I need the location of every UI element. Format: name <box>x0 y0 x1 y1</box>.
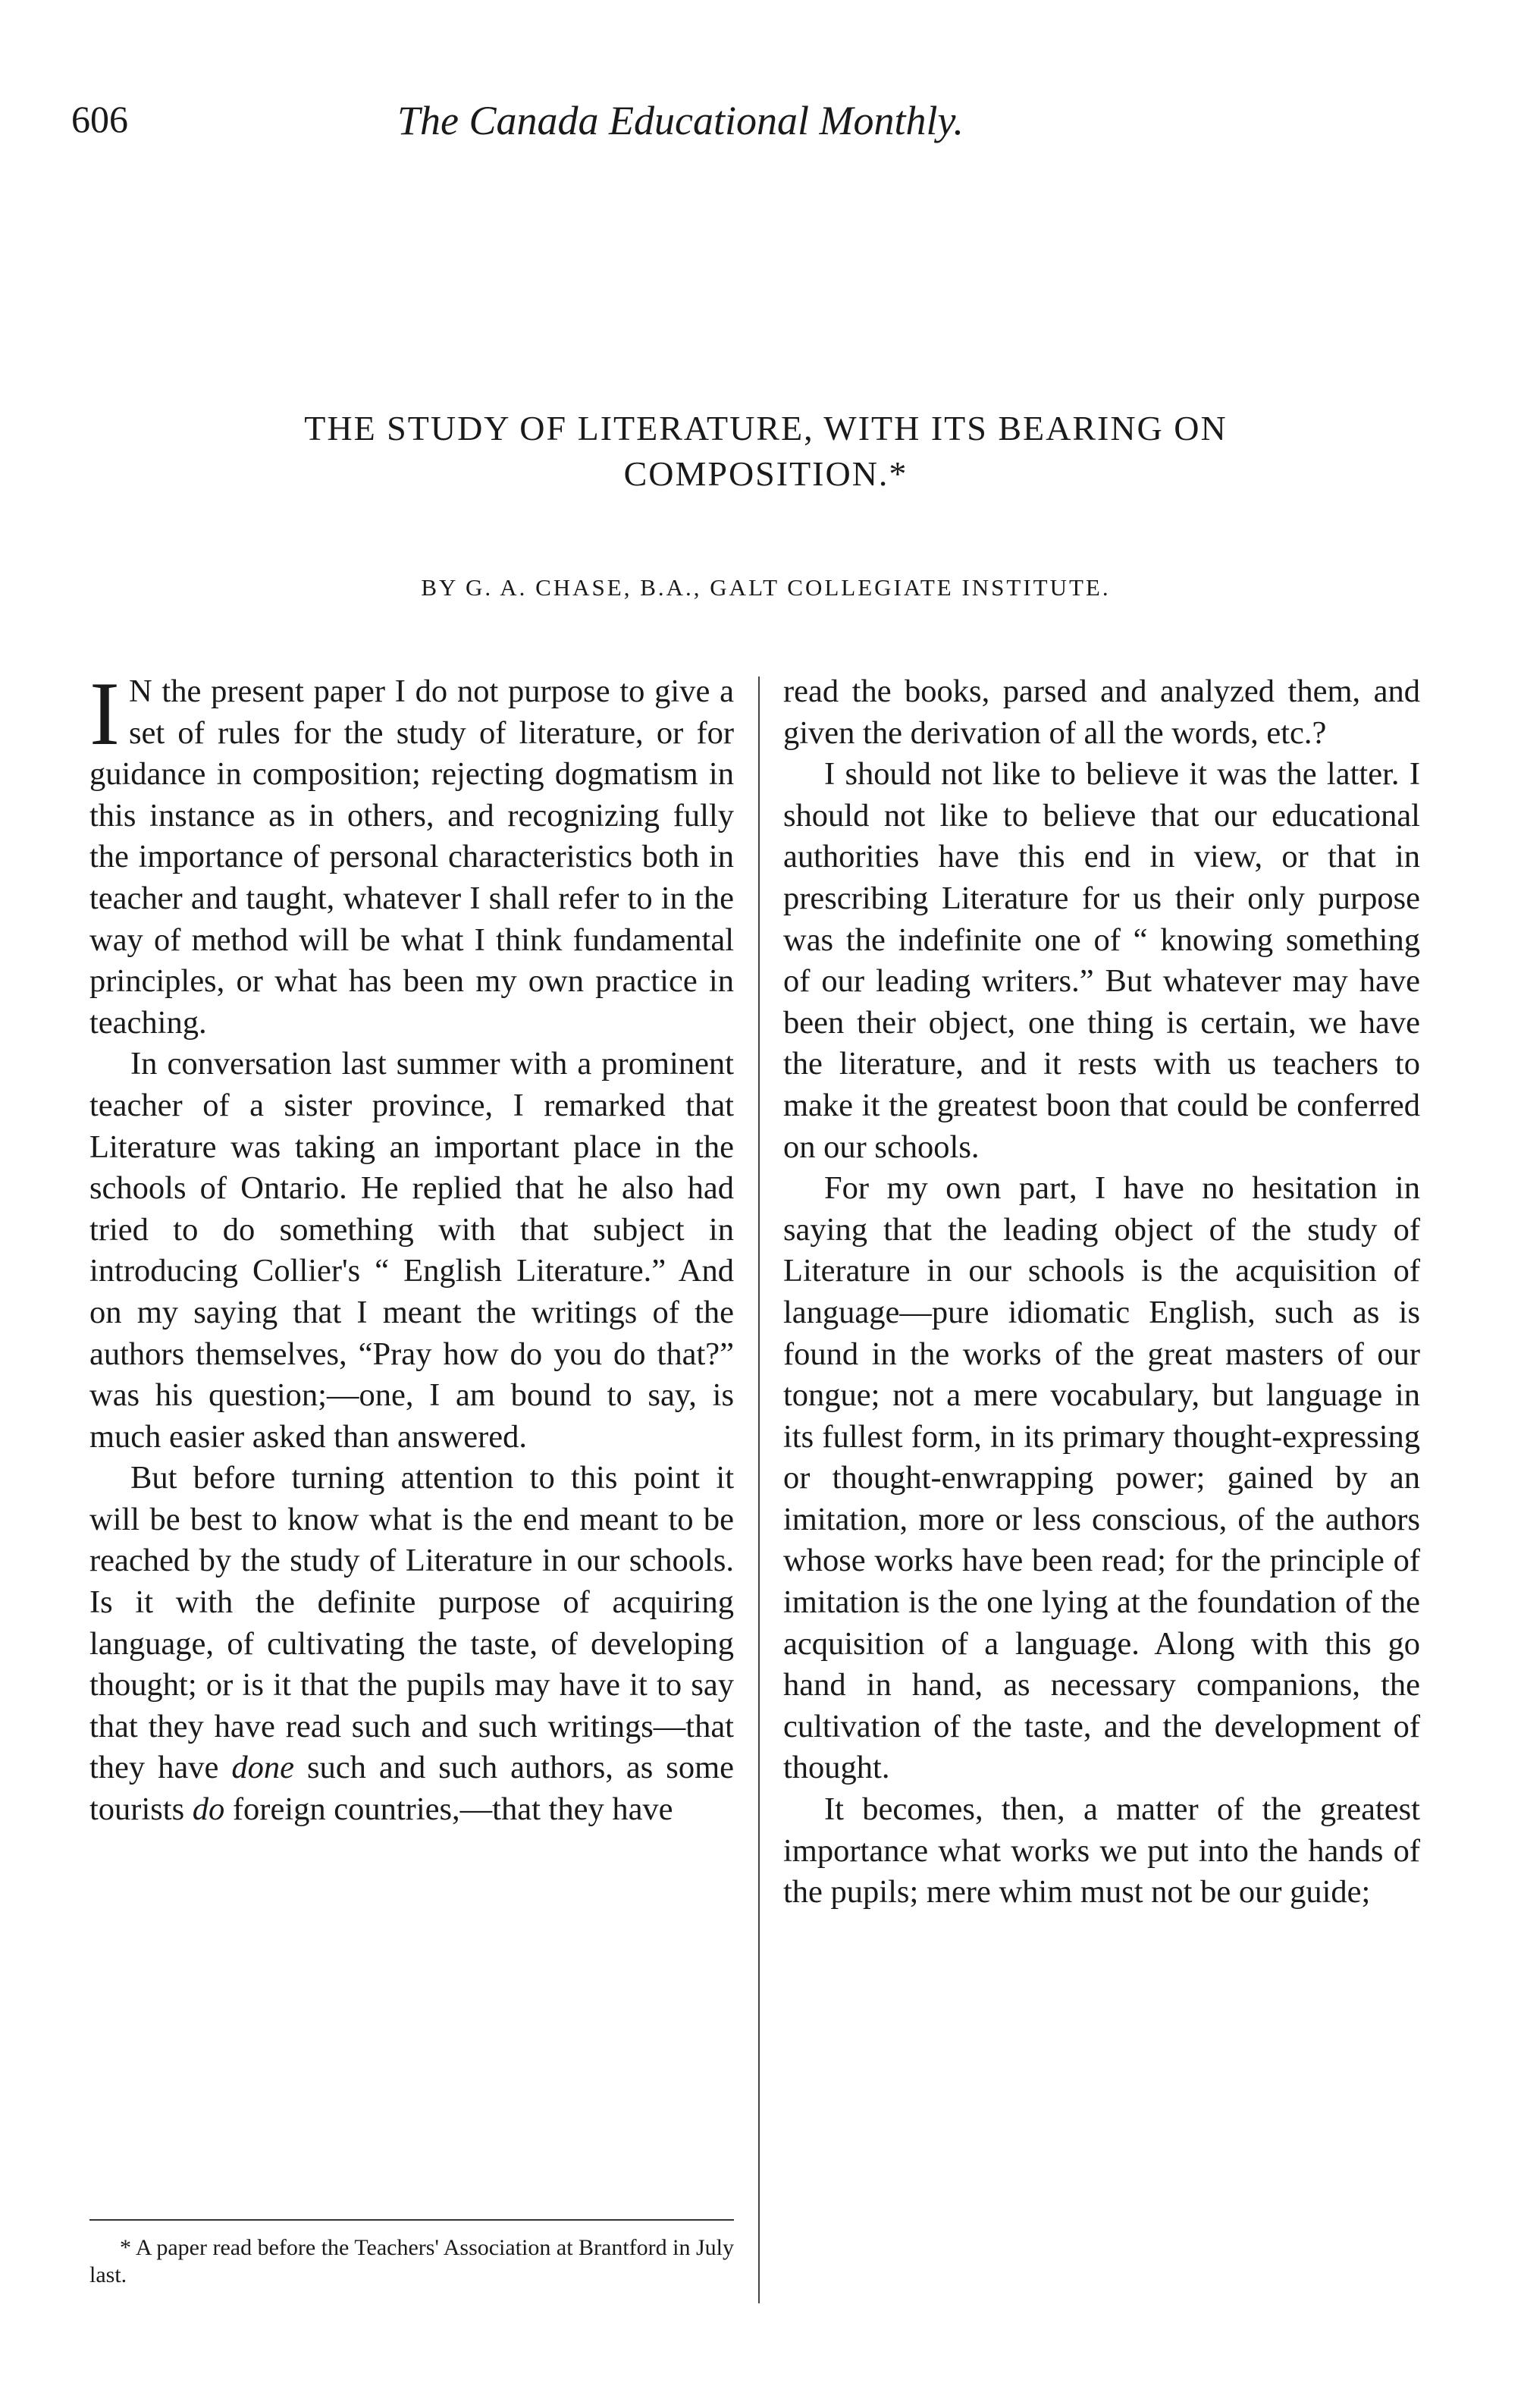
footnote-rule <box>89 2219 734 2221</box>
page-number: 606 <box>71 98 128 140</box>
drop-cap: I <box>89 663 120 764</box>
left-column <box>89 663 734 1831</box>
byline: BY G. A. CHASE, B.A., GALT COLLEGIATE INSTITUTE. <box>421 574 1111 601</box>
page-header <box>71 97 1428 158</box>
paragraph-4: I should not like to believe it was the latter. I should not like to believe that our educational authorities have this end in view, or that in prescribing Literature for us their only purpose was the indefinite one of “ knowing something of our leading writers.” But whatever may have been their object, one thing is certain, we have the literature, and it rests with us teachers to make it the greatest boon that could be conferred on our schools. <box>783 756 1420 1165</box>
emphasis-do: do <box>192 1791 225 1828</box>
emphasis-done: done <box>231 1750 295 1786</box>
column-divider <box>758 677 760 2303</box>
footnote-text: * A paper read before the Teachers' Association at Brantford in July last. <box>89 2235 734 2287</box>
paragraph-1 <box>89 663 734 1044</box>
paragraph-3 <box>89 1458 734 1830</box>
paragraph-2: In conversation last summer with a prominent teacher of a sister province, I remarked that Literature was taking an important place in the schools of Ontario. He replied that he also had tried to do something with that subject in introducing Collier's “ English Literature.” And on my saying that I meant the writings of the authors themselves, “Pray how do you do that?” was his question;—one, I am bound to say, is much easier asked than answered. <box>89 1046 734 1455</box>
paragraph-5: For my own part, I have no hesitation in saying that the leading object of the study of Literature in our schools is the acquisition of language—pure idiomatic English, such as is found in the works of the great masters of our tongue; not a mere vocabulary, but language in its fullest form, in its primary thought-expressing or thought-enwrapping power; gained by an imitation, more or less conscious, of the authors whose works have been read; for the principle of imitation is the one lying at the foundation of the acquisition of a language. Along with this go hand in hand, as necessary companions, the cultivation of the taste, and the development of thought. <box>783 1170 1420 1786</box>
article-title-line-1: THE STUDY OF LITERATURE, WITH ITS BEARING ON <box>304 409 1228 447</box>
paragraph-3-continued: read the books, parsed and analyzed them, and given the derivation of all the words, etc.? <box>783 673 1420 751</box>
paragraph-3-text-a: But before turning attention to this point it will be best to know what is the end meant to be reached by the study of Literature in our schools. Is it with the definite purpose of acquiring language, of cultivating the taste, of developing thought; or is it that the pupils may have it to say that they have read such and such writings—that they have <box>89 1460 734 1786</box>
paragraph-6: It becomes, then, a matter of the greatest importance what works we put into the hands of the pupils; mere whim must not be our guide; <box>783 1791 1420 1910</box>
running-head: The Canada Educational Monthly. <box>397 98 964 143</box>
article-title-line-2: COMPOSITION.* <box>623 454 908 493</box>
paragraph-1-text: N the present paper I do not purpose to give a set of rules for the study of literature, or for guidance in composition; rejecting dogmatism in this instance as in others, and recognizing fully the importance of personal characteristics both in teacher and taught, whatever I shall refer to in the way of method will be what I think fundamental principles, or what has been my own practice in teaching. <box>89 673 734 1041</box>
right-column <box>783 671 1420 1914</box>
footnote <box>89 2234 734 2289</box>
article-title <box>99 406 1433 497</box>
paragraph-3-text-c: foreign countries,—that they have <box>224 1791 673 1828</box>
paragraph-3-text-b: such and such authors, as some tourists <box>89 1750 734 1828</box>
